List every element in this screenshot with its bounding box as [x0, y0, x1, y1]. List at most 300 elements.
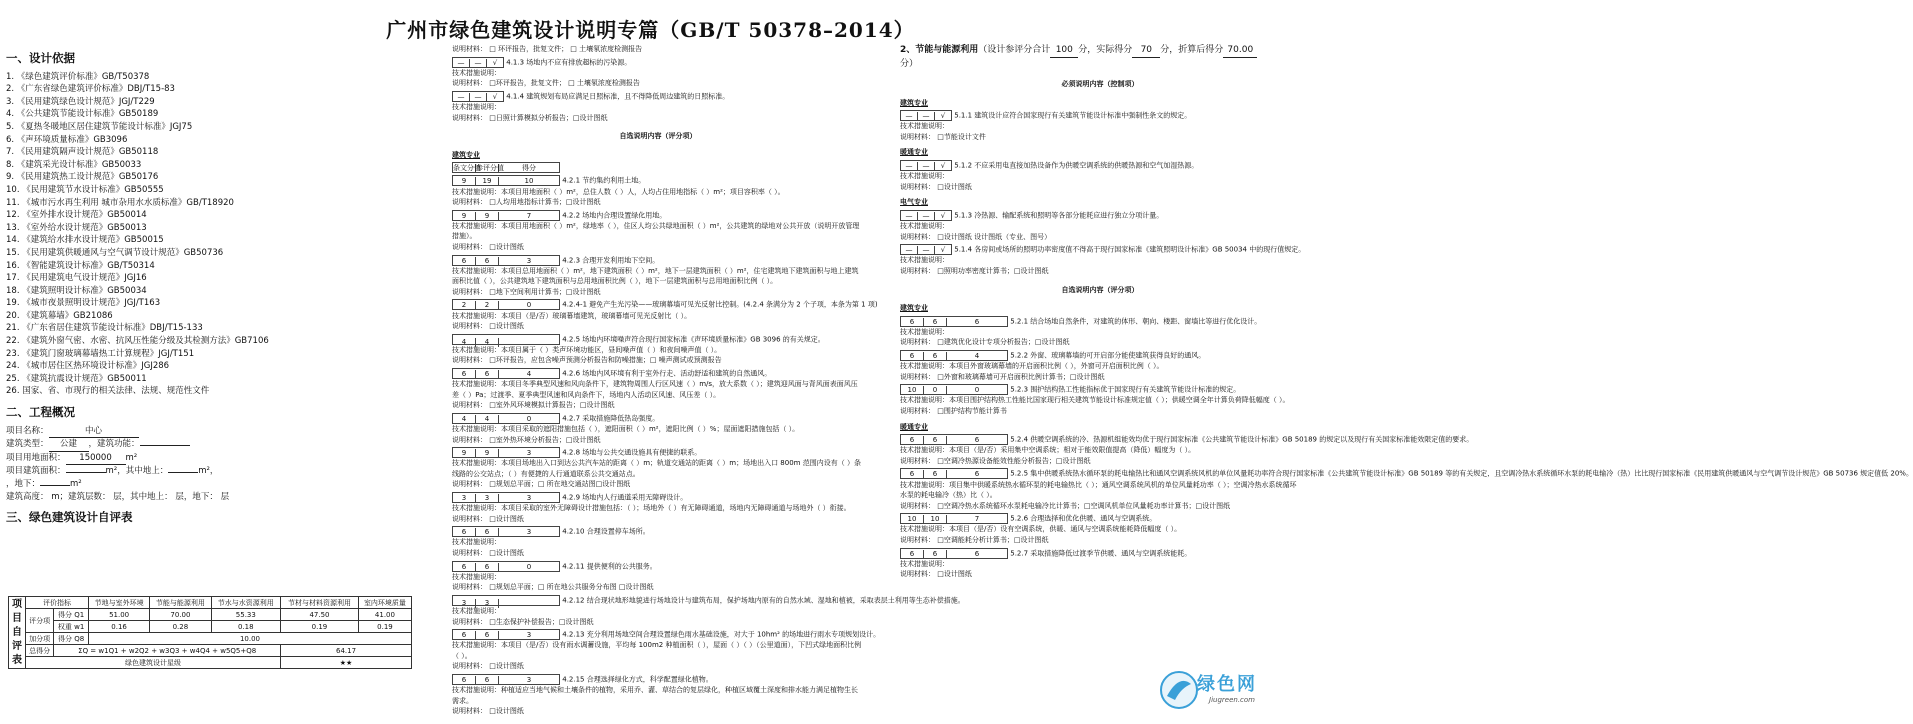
material-text: 说明材料： □节能设计文件 — [900, 132, 986, 141]
basis-item: 6. 《声环境质量标准》GB3096 — [6, 134, 128, 145]
control-item-row — [900, 244, 1306, 255]
material-text: 说明材料： □空调冷热源设备能效性能分析报告；□设计图纸 — [900, 456, 1091, 465]
score-cell: 4 — [526, 370, 532, 379]
clause-text: 4.2.9 场地内人行通道采用无障碍设计。 — [562, 493, 688, 502]
basis-item: 5. 《夏热冬暖地区居住建筑节能设计标准》JGJ75 — [6, 121, 193, 132]
score-cell: 6 — [476, 676, 499, 685]
scored-item-row — [900, 513, 1300, 524]
material-text: 说明材料： □建筑优化设计专项分析报告；□设计图纸 — [900, 338, 1070, 347]
header-index: 评价指标 — [26, 597, 89, 609]
scored-item-row — [452, 526, 864, 537]
gfa-value — [66, 472, 106, 473]
scored-item-row — [452, 299, 878, 310]
measure-text: 技术措施说明： — [452, 68, 501, 77]
header-col: 节材与材料资源利用 — [281, 597, 359, 609]
section-heading-selfeval: 三、绿色建筑设计自评表 — [6, 510, 133, 525]
score-box — [452, 413, 560, 424]
basis-item: 18. 《建筑照明设计标准》GB50034 — [6, 285, 147, 296]
page-title: 广州市绿色建筑设计说明专篇（GB/T 50378–2014） — [386, 18, 915, 42]
score-box — [452, 492, 560, 503]
check-cell: — — [918, 246, 935, 255]
score-cell: 3 — [526, 631, 532, 640]
section-heading-basis: 一、设计依据 — [6, 51, 75, 65]
score-cell: 9 — [453, 177, 476, 186]
measure-text: 技术措施说明：本项目采取的室外无障碍设计措施包括：（ ）；场地外（ ）有无障碍通道，场地内无障碍通道与场地外（ ）衔接。 — [452, 504, 851, 513]
measure-text: 技术措施说明： — [900, 327, 949, 336]
clause-text: 4.2.7 采取措施降低热岛强度。 — [562, 414, 660, 423]
basis-item: 16. 《智能建筑设计标准》GB/T50314 — [6, 260, 155, 271]
score-cell: 9 — [476, 449, 499, 458]
energy-conv-label: 分，折算后得分 — [1160, 45, 1224, 55]
material-text: 说明材料： □设计图纸 — [452, 549, 524, 558]
header-col: 室内环境质量 — [358, 597, 411, 609]
weight-cell: 0.18 — [211, 621, 281, 633]
measure-text: 技术措施说明： — [452, 572, 501, 581]
gfa-label: 项目建筑面积： — [6, 466, 66, 477]
bonus-label: 加分项 — [26, 633, 54, 645]
clause-text: 4.2.12 结合现状地形地貌进行场地设计与建筑布局，保护场地内原有的自然水域、湿地和植被，采取表层土利用等生态补偿措施。 — [562, 596, 965, 605]
scored-item-row — [452, 629, 881, 640]
score-cell: 6 — [974, 436, 980, 445]
material-text: 说明材料： □设计图纸 — [900, 570, 972, 579]
measure-text: 技术措施说明：本项目（是/否）采用集中空调系统；相对于能效限值提高（降低）幅度为（ ）。 — [900, 446, 1196, 455]
energy-header — [900, 44, 1300, 71]
building-type-label: 建筑类型： — [6, 439, 49, 450]
site-area-line — [6, 452, 438, 466]
score-cell: 6 — [924, 470, 947, 479]
measure-text: 技术措施说明：本项目冬季典型风速和风向条件下，建筑物周围人行区风速（ ）m/s，放大系数（ ）；建筑迎风面与背风面表面风压差（ ）Pa；过渡季、夏季典型风速和风向条件下，场地内人活动区风速、风压差（ ）。 — [452, 380, 858, 399]
score-cell: 6 — [901, 352, 924, 361]
basis-item: 20. 《建筑幕墙》GB21086 — [6, 310, 113, 321]
score-cell: 0 — [526, 562, 532, 571]
material-text: 说明材料： □环评报告，批复文件； □ 土壤氡浓度检测报告 — [452, 79, 640, 88]
clause-text: 4.2.15 合理选择绿化方式，科学配置绿化植物。 — [562, 675, 713, 684]
score-box — [452, 334, 560, 345]
measure-text: 技术措施说明：本项目属于（ ）类声环境功能区，昼间噪声值（ ）和夜间噪声值（ ）。 — [452, 345, 722, 354]
score-cell: 3 — [453, 494, 476, 503]
material-text: 说明材料： □围护结构节能计算书 — [900, 406, 1007, 415]
check-box — [900, 210, 952, 221]
measure-text: 技术措施说明： — [452, 102, 501, 111]
score-cell: 0 — [974, 386, 980, 395]
score-box — [900, 434, 1008, 445]
clause-text: 4.2.11 提供便利的公共服务。 — [562, 562, 657, 571]
score-cell: 3 — [526, 528, 532, 537]
height-line: 建筑高度： m；建筑层数： 层，其中地上： 层，地下： 层 — [6, 491, 230, 502]
measure-text: 技术措施说明：本项目总用地面积（ ）m²，地下建筑面积（ ）m²，地下一层建筑面积（ ）m²，住宅建筑地下建筑面积与地上建筑面积比值（ ），公共建筑地下建筑面积与总用地面积比例（ ），地下一层建筑面积与总用地面积比例（ ）。 — [452, 266, 859, 286]
clause-text: 5.2.2 外窗、玻璃幕墙的可开启部分能使建筑获得良好的通风。 — [1010, 351, 1206, 360]
measure-text: 技术措施说明： — [900, 172, 949, 181]
score-cell: 9 — [476, 212, 499, 221]
scored-item-row — [900, 548, 1300, 559]
score-box — [452, 368, 560, 379]
scored-item-row — [452, 210, 864, 221]
check-cell: √ — [940, 211, 946, 220]
total-formula: ΣQ = w1Q1 + w2Q2 + w3Q3 + w4Q4 + w5Q5+Q8 — [54, 645, 281, 657]
self-evaluation-table — [8, 596, 412, 669]
control-item-row — [900, 160, 1300, 171]
score-cell: 6 — [901, 318, 924, 327]
clause-text: 4.2.1 节约集约利用土地。 — [562, 176, 646, 185]
check-cell: √ — [940, 246, 946, 255]
score-cell: 10 — [524, 177, 534, 186]
material-text: 说明材料： □日照计算模拟分析报告；□设计图纸 — [452, 113, 608, 122]
score-cell: 6 — [453, 563, 476, 572]
measure-text: 技术措施说明：本项目用地面积（ ）m²，绿地率（ ），住区人均公共绿地面积（ ）m²，公共建筑的绿地对公共开放（说明开放管理措施）。 — [452, 221, 860, 241]
gfa-below-value — [40, 485, 70, 486]
clause-text: 4.2.10 合理设置停车场所。 — [562, 527, 650, 536]
scored-item-row — [452, 368, 864, 379]
basis-item: 8. 《建筑采光设计标准》GB50033 — [6, 159, 142, 170]
score-box — [452, 255, 560, 266]
material-text: 说明材料： □人均用地指标计算书；□设计图纸 — [452, 198, 601, 207]
basis-item: 12. 《室外排水设计规范》GB50014 — [6, 210, 147, 221]
score-cell: 4 — [974, 351, 980, 360]
measure-text: 技术措施说明：本项目围护结构热工性能比国家现行相关建筑节能设计标准规定值（ ）；供暖空调全年计算负荷降低幅度（ ）。 — [900, 396, 1290, 405]
score-cell: 10 — [901, 386, 924, 395]
clause-text: 4.2.6 场地内风环境有利于室外行走、活动舒适和建筑的自然通风。 — [562, 369, 772, 378]
bonus-value: 10.00 — [88, 633, 411, 645]
material-text: 说明材料： □空调能耗分析计算书；□设计图纸 — [900, 535, 1049, 544]
mandatory-items — [900, 98, 1306, 277]
level-value: ★★ — [281, 657, 412, 669]
check-box: — — √ — [452, 57, 504, 68]
specialty-label: 暖通专业 — [900, 148, 928, 157]
measure-text: 技术措施说明： — [452, 607, 501, 615]
material-text: 说明材料： □生态保护补偿报告；□设计图纸 — [452, 617, 594, 626]
score-cell: 6 — [924, 436, 947, 445]
basis-item: 22. 《建筑外窗气密、水密、抗风压性能分级及其检测方法》GB7106 — [6, 336, 269, 347]
score-box — [452, 629, 560, 640]
project-name-label: 项目名称： — [6, 425, 49, 436]
score-cell: 70.00 — [150, 609, 211, 621]
weight-cell: 0.16 — [88, 621, 149, 633]
scored-item-row — [900, 434, 1474, 445]
score-cell: 51.00 — [88, 609, 149, 621]
score-cell: 6 — [901, 550, 924, 559]
basis-item: 11. 《城市污水再生利用 城市杂用水水质标准》GB/T18920 — [6, 197, 234, 208]
score-header-cell: 得分 — [522, 164, 536, 173]
clause-text: 4.2.2 场地内合理设置绿化用地。 — [562, 211, 667, 220]
material-text: 说明材料： □设计图纸 — [452, 514, 524, 523]
clause-text: 4.1.4 建筑规划布局应满足日照标准，且不得降低周边建筑的日照标准。 — [506, 92, 730, 101]
basis-item: 4. 《公共建筑节能设计标准》GB50189 — [6, 109, 159, 120]
score-box — [452, 674, 560, 685]
material-text: 说明材料： □设计图纸 — [452, 322, 524, 331]
material-text: 说明材料： □规划总平面；□ 所在地公共服务分布图 □设计图纸 — [452, 583, 654, 592]
score-box — [900, 350, 1008, 361]
score-cell: 6 — [476, 631, 499, 640]
building-type-line — [6, 438, 438, 452]
scored-item-row — [452, 175, 864, 186]
basis-item: 21. 《广东省居住建筑节能设计标准》DBJ/T15-133 — [6, 323, 203, 334]
gfa-below-line — [6, 478, 438, 491]
clause-text: 5.2.1 结合场地自然条件，对建筑的体形、朝向、楼距、窗墙比等进行优化设计。 — [1010, 317, 1262, 326]
check-box: — — √ — [452, 91, 504, 102]
gfa-below-unit: m² — [70, 479, 82, 489]
score-cell: 6 — [476, 257, 499, 266]
score-cell: 6 — [924, 550, 947, 559]
specialty-label: 暖通专业 — [900, 422, 928, 431]
building-type-value: 公建 — [49, 438, 89, 452]
measure-text: 技术措施说明：本项目外窗玻璃幕墙的开启面积比例（ ），外窗可开启面积比例（ ）。 — [900, 362, 1164, 371]
score-box — [452, 210, 560, 221]
scored-item-row — [900, 350, 1300, 361]
weight-cell: 0.19 — [358, 621, 411, 633]
gfa-unit: m²， — [198, 466, 219, 477]
material-text: 说明材料： □外窗和玻璃幕墙可开启面积比例计算书；□设计图纸 — [900, 372, 1105, 381]
score-cell: 9 — [453, 449, 476, 458]
optional-heading: 自选说明内容（评分项） — [619, 132, 697, 141]
basis-item: 3. 《民用建筑绿色设计规范》JGJ/T229 — [6, 96, 155, 107]
column-energy — [900, 44, 1913, 724]
score-label: 评分项 — [26, 609, 54, 633]
score-cell: 3 — [526, 256, 532, 265]
score-cell: 6 — [974, 549, 980, 558]
building-function-label: ，建筑功能： — [88, 439, 140, 450]
check-cell: √ — [940, 112, 946, 121]
basis-item: 26. 国家、省、市现行的相关法律、法规、规范性文件 — [6, 386, 210, 397]
score-cell: 6 — [901, 436, 924, 445]
clause-text: 4.2.3 合理开发利用地下空间。 — [562, 256, 660, 265]
energy-conv-score: 70.00 — [1223, 44, 1257, 58]
basis-item: 14. 《建筑给水排水设计规范》GB50015 — [6, 235, 164, 246]
measure-text: 技术措施说明： — [452, 538, 501, 547]
basis-item: 23. 《建筑门窗玻璃幕墙热工计算规程》JGJ/T151 — [6, 348, 195, 359]
header-col: 节能与能源利用 — [150, 597, 211, 609]
score-header-cell: 参评分值 — [476, 164, 504, 173]
check-cell: — — [918, 162, 935, 171]
total-label: 总得分 — [26, 645, 54, 657]
check-cell: — — [901, 162, 918, 171]
score-cell — [499, 335, 559, 344]
score-cell: 6 — [453, 631, 476, 640]
basis-item: 1. 《绿色建筑评价标准》GB/T50378 — [6, 71, 150, 82]
material-text: 说明材料： □设计图纸 — [452, 707, 524, 716]
site-area-label: 项目用地面积： — [6, 452, 66, 463]
score-cell: 6 — [453, 676, 476, 685]
clause-text: 4.2.13 充分利用场地空间合理设置绿色雨水基础设施，对大于 10hm² 的场地进行雨水专项规划设计。 — [562, 630, 881, 639]
measure-text: 技术措施说明：本项目采取的遮阳措施包括（ ），遮阳面积（ ）m²，遮阳比例（ ）%；屋面遮阳措施包括（ ）。 — [452, 425, 800, 433]
scored-item-row — [452, 334, 864, 345]
gfa-below-label: ，地下： — [6, 479, 41, 489]
score-cell: 6 — [453, 257, 476, 266]
clause-text: 5.1.3 冷热源、输配系统和照明等各部分能耗应进行独立分项计量。 — [954, 211, 1164, 220]
bonus-sub: 得分 Q8 — [54, 633, 89, 645]
clause-text: 5.2.3 围护结构热工性能指标优于国家现行有关建筑节能设计标准的规定。 — [1010, 385, 1241, 394]
energy-total-label: （设计参评分合计 — [978, 45, 1051, 55]
site-area-value: 150000 — [66, 452, 126, 466]
score-header — [452, 162, 864, 173]
score-cell: 0 — [526, 414, 532, 423]
table-side-label: 项目自评表 — [9, 597, 26, 669]
material-text: 说明材料： □设计图纸 — [900, 182, 972, 191]
energy-unit: 分） — [900, 59, 919, 69]
clause-text: 5.2.4 供暖空调系统的冷、热源机组能效均优于现行国家标准《公共建筑节能设计标准》GB 50189 的规定以及现行有关国家标准能效限定值的要求。 — [1010, 435, 1474, 444]
logo-icon — [1157, 668, 1201, 712]
check-box — [900, 110, 952, 121]
specialty-label: 建筑专业 — [452, 150, 480, 159]
score-box — [900, 384, 1008, 395]
check-box — [900, 160, 952, 171]
score-cell — [499, 596, 559, 605]
score-box — [900, 468, 1008, 479]
score-cell: 41.00 — [358, 609, 411, 621]
basis-item: 15. 《民用建筑供暖通风与空气调节设计规范》GB50736 — [6, 247, 224, 258]
material-text: 说明材料： □室外热环境分析报告；□设计图纸 — [452, 435, 601, 444]
logo-text: 绿色网 — [1197, 674, 1257, 695]
clause-text: 5.1.2 不应采用电直接加热设备作为供暖空调系统的供暖热源和空气加湿热源。 — [954, 161, 1199, 170]
basis-item: 9. 《民用建筑热工设计规范》GB50176 — [6, 172, 159, 183]
score-box — [900, 513, 1008, 524]
score-box — [900, 316, 1008, 327]
weight-cell: 0.28 — [150, 621, 211, 633]
score-cell: 2 — [453, 301, 476, 310]
score-cell: 6 — [453, 370, 476, 379]
scored-item-row — [452, 561, 864, 572]
material-text: 说明材料： □设计图纸 — [452, 662, 524, 671]
score-cell: 3 — [526, 449, 532, 458]
section-heading-overview: 二、工程概况 — [6, 405, 75, 420]
check-cell: √ — [940, 162, 946, 171]
control-item-row — [452, 91, 864, 102]
material-text: 说明材料： □地下空间利用计算书；□设计图纸 — [452, 287, 601, 296]
measure-text: 技术措施说明： — [900, 222, 949, 231]
clause-text: 5.1.1 建筑设计应符合国家现行有关建筑节能设计标准中强制性条文的规定。 — [954, 111, 1192, 120]
score-cell: 6 — [974, 317, 980, 326]
score-box — [452, 595, 560, 606]
score-cell: 2 — [476, 301, 499, 310]
specialty-label: 建筑专业 — [900, 304, 928, 313]
score-cell: 55.33 — [211, 609, 281, 621]
material-text: 说明材料： □室外风环境模拟计算报告；□设计图纸 — [452, 401, 615, 410]
clause-text: 4.2.8 场地与公共交通设施具有便捷的联系。 — [562, 448, 702, 457]
material-text: 说明材料： □规划总平面；□ 所在地交通站图□设计图纸 — [452, 480, 631, 489]
clause-text: 5.1.4 各房间或场所的照明功率密度值不得高于现行国家标准《建筑照明设计标准》GB 50034 中的现行值规定。 — [954, 245, 1306, 254]
level-label: 绿色建筑设计星级 — [26, 657, 281, 669]
score-cell: 6 — [924, 352, 947, 361]
clause-text: 5.2.7 采取措施降低过渡季节供暖、通风与空调系统能耗。 — [1010, 549, 1192, 558]
scored-item-row — [452, 255, 864, 266]
material-text: 说明材料： □环评报告，应包含噪声预测分析报告和防噪措施；□ 噪声测试或预测报告 — [452, 356, 722, 365]
check-box — [900, 244, 952, 255]
energy-real-score: 70 — [1132, 44, 1160, 58]
specialty-label: 建筑专业 — [900, 98, 928, 107]
total-value: 64.17 — [281, 645, 412, 657]
score-cell: 7 — [974, 515, 980, 524]
check-cell: — — [918, 112, 935, 121]
clause-text: 5.2.6 合理选择和优化供暖、通风与空调系统。 — [1010, 514, 1157, 523]
score-cell: 6 — [476, 563, 499, 572]
control-item-row — [452, 57, 864, 68]
measure-text: 技术措施说明：本项目场地出入口到达公共汽车站的距离（ ）m；轨道交通站的距离（ ）m；场地出入口 800m 范围内设有（ ）条线路的公交站点；（ ）有便捷的人行通道联系公共交通站点。 — [452, 459, 861, 478]
gfa-above-label: m²，其中地上： — [105, 466, 169, 477]
measure-text: 技术措施说明： — [900, 256, 949, 265]
score-cell: 0 — [526, 301, 532, 310]
scored-item-row — [452, 492, 864, 503]
gfa-above-value — [168, 472, 198, 473]
energy-real-label: 分，实际得分 — [1078, 45, 1133, 55]
score-cell: 6 — [453, 528, 476, 537]
score-cell: 6 — [476, 528, 499, 537]
optional-heading: 自选说明内容（评分项） — [1061, 285, 1139, 294]
energy-heading: 2、节能与能源利用 — [900, 45, 979, 55]
basis-item: 10. 《民用建筑节水设计标准》GB50555 — [6, 184, 164, 195]
score-box — [452, 175, 560, 186]
score-box — [452, 447, 560, 458]
top-material: 说明材料： □ 环评报告，批复文件； □ 土壤氡浓度检测报告 — [452, 45, 643, 53]
logo-subtext: Jiugreen.com — [1209, 696, 1255, 704]
score-cell: 3 — [526, 676, 532, 685]
header-col: 节地与室外环境 — [88, 597, 149, 609]
score-cell: 6 — [476, 370, 499, 379]
energy-scored-items — [900, 303, 1913, 580]
clause-text: 5.2.5 集中供暖系统热水循环泵的耗电输热比和通风空调系统风机的单位风量耗功率符合现行国家标准《公共建筑节能设计标准》GB 50189 等的有关规定，且空调冷热水系统循环水泵的耗电输冷（热）比比现行国家标准《民用建筑供暖通风与空气调节设计规范》GB 50736 规定值低 20%。 — [1010, 469, 1913, 478]
clause-text: 4.2.5 场地内环境噪声符合现行国家标准《声环境质量标准》GB 3096 的有关规定。 — [562, 335, 825, 344]
score-box — [900, 548, 1008, 559]
scored-item-row — [452, 674, 864, 685]
material-text: 说明材料： □照明功率密度计算书；□设计图纸 — [900, 266, 1049, 275]
scored-item-row — [900, 384, 1300, 395]
score-box — [452, 526, 560, 537]
material-text: 说明材料： □空调冷热水系统循环水泵耗电输冷比计算书；□空调风机单位风量耗功率计算书；□设计图纸 — [900, 501, 1231, 510]
basis-item: 17. 《民用建筑电气设计规范》JGJ16 — [6, 273, 147, 284]
basis-list — [6, 71, 438, 398]
score-box — [452, 561, 560, 572]
basis-item: 25. 《建筑抗震设计规范》GB50011 — [6, 373, 147, 384]
scored-item-row — [452, 447, 864, 458]
project-name-value: 中心 — [49, 425, 139, 439]
score-cell: 10 — [901, 515, 924, 524]
score-cell: 3 — [526, 494, 532, 503]
score-cell: 4 — [453, 338, 476, 347]
measure-text: 技术措施说明：本项目（是/否）玻璃幕墙建筑，玻璃幕墙可见光反射比（ ）。 — [452, 311, 692, 320]
project-name-line — [6, 425, 438, 439]
score-box — [452, 299, 560, 310]
specialty-label: 电气专业 — [900, 198, 928, 207]
basis-item: 7. 《民用建筑隔声设计规范》GB50118 — [6, 147, 159, 158]
clause-text: 4.2.4-1 避免产生光污染——玻璃幕墙可见光反射比控制。(4.2.4 条满分为 2 个子项，本条为第 1 项) — [562, 300, 878, 309]
measure-text: 技术措施说明：本项目（是/否）设有空调系统，供暖、通风与空调系统能耗降低幅度（ ）。 — [900, 525, 1182, 534]
scored-item-row — [452, 413, 864, 424]
control-item-row — [900, 210, 1300, 221]
score-cell: 6 — [901, 470, 924, 479]
scored-item-row — [900, 468, 1913, 479]
check-cell: — — [918, 212, 935, 221]
measure-text: 技术措施说明：项目集中供暖系统热水循环泵的耗电输热比（ ）；通风空调系统风机的单位风量耗功率（ ）；空调冷热水系统循环水泵的耗电输冷（热）比（ ）。 — [900, 480, 1297, 500]
score-cell: 9 — [453, 212, 476, 221]
basis-item: 2. 《广东省绿色建筑评价标准》DBJ/T15-83 — [6, 84, 175, 95]
weight-cell: 0.19 — [281, 621, 359, 633]
gfa-line — [6, 465, 438, 478]
score-cell: 47.50 — [281, 609, 359, 621]
score-header-cell: 条文分值 — [453, 164, 481, 173]
energy-total-score: 100 — [1050, 44, 1078, 58]
site-logo — [1157, 664, 1287, 718]
measure-text: 技术措施说明： — [900, 559, 949, 568]
building-function-value — [140, 445, 190, 446]
check-cell: — — [901, 112, 918, 121]
material-text: 说明材料： □设计图纸 — [452, 243, 524, 251]
score-cell: 6 — [974, 470, 980, 479]
score-cell: 19 — [476, 177, 499, 186]
score-cell: 0 — [924, 386, 947, 395]
measure-text: 技术措施说明：种植适应当地气候和土壤条件的植物，采用乔、灌、草结合的复层绿化，种植区域覆土深度和排水能力满足植物生长需求。 — [452, 686, 858, 705]
score-sub: 得分 Q1 — [54, 609, 89, 621]
score-cell: 10 — [924, 515, 947, 524]
weight-sub: 权重 w1 — [54, 621, 89, 633]
scored-item-row — [452, 595, 965, 607]
